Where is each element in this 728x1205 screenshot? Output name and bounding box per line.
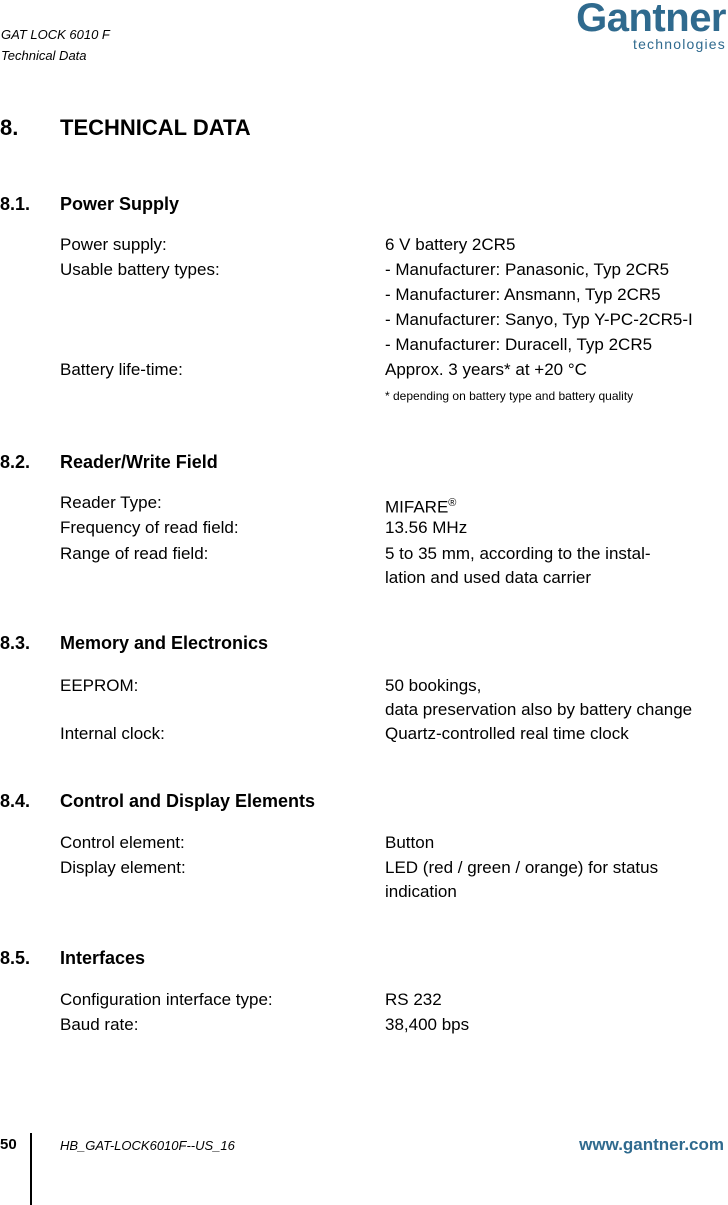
section-number: 8.1. — [0, 194, 31, 214]
spec-value: 5 to 35 mm, according to the instal- — [385, 544, 651, 563]
spec-value: - Manufacturer: Panasonic, Typ 2CR5 — [385, 260, 670, 279]
section-number: 8.5. — [0, 948, 31, 968]
spec-value: - Manufacturer: Sanyo, Typ Y-PC-2CR5-I — [385, 310, 693, 329]
section-title: Power Supply — [60, 194, 180, 214]
spec-value: data preservation also by battery change — [385, 700, 693, 719]
spec-value: Quartz-controlled real time clock — [385, 724, 629, 743]
page-title-text: TECHNICAL DATA — [60, 115, 251, 140]
spec-value-text: MIFARE — [385, 497, 449, 517]
spec-label: Configuration interface type: — [60, 990, 273, 1009]
spec-value: - Manufacturer: Duracell, Typ 2CR5 — [385, 335, 653, 354]
spec-value: indication — [385, 882, 457, 901]
spec-value: Button — [385, 833, 435, 852]
document-id: HB_GAT-LOCK6010F--US_16 — [60, 1138, 235, 1153]
spec-value: 50 bookings, — [385, 676, 482, 695]
spec-label: EEPROM: — [60, 676, 139, 695]
spec-label: Power supply: — [60, 235, 167, 254]
header-product: GAT LOCK 6010 F — [1, 27, 110, 42]
spec-label: Battery life-time: — [60, 360, 183, 379]
spec-label: Baud rate: — [60, 1015, 139, 1034]
section-number: 8.3. — [0, 633, 31, 653]
footnote: * depending on battery type and battery quality — [385, 389, 634, 403]
logo-tagline: technologies — [632, 36, 726, 52]
section-title: Reader/Write Field — [60, 452, 218, 472]
spec-label: Reader Type: — [60, 493, 162, 512]
spec-value: 13.56 MHz — [385, 518, 468, 537]
logo-wordmark: Gantner — [576, 0, 726, 40]
gantner-logo — [556, 2, 726, 52]
spec-value: 6 V battery 2CR5 — [385, 235, 516, 254]
spec-value: - Manufacturer: Ansmann, Typ 2CR5 — [385, 285, 661, 304]
section-number: 8.4. — [0, 791, 31, 811]
spec-value: Approx. 3 years* at +20 °C — [385, 360, 587, 379]
section-title: Memory and Electronics — [60, 633, 269, 653]
page-title-number: 8. — [0, 115, 19, 140]
registered-mark: ® — [448, 497, 457, 509]
header-section: Technical Data — [1, 48, 87, 63]
section-title: Control and Display Elements — [60, 791, 316, 811]
section-title: Interfaces — [60, 948, 146, 968]
spec-label: Range of read field: — [60, 544, 209, 563]
spec-label: Control element: — [60, 833, 185, 852]
spec-value: lation and used data carrier — [385, 568, 592, 587]
spec-label: Display element: — [60, 858, 186, 877]
page-number: 50 — [0, 1136, 17, 1153]
website-link[interactable]: www.gantner.com — [579, 1135, 724, 1154]
spec-label: Internal clock: — [60, 724, 165, 743]
spec-label: Frequency of read field: — [60, 518, 239, 537]
spec-value: RS 232 — [385, 990, 442, 1009]
spec-label: Usable battery types: — [60, 260, 220, 279]
footer-divider — [30, 1133, 32, 1205]
spec-value: LED (red / green / orange) for status — [385, 858, 659, 877]
spec-value: 38,400 bps — [385, 1015, 470, 1034]
section-number: 8.2. — [0, 452, 31, 472]
